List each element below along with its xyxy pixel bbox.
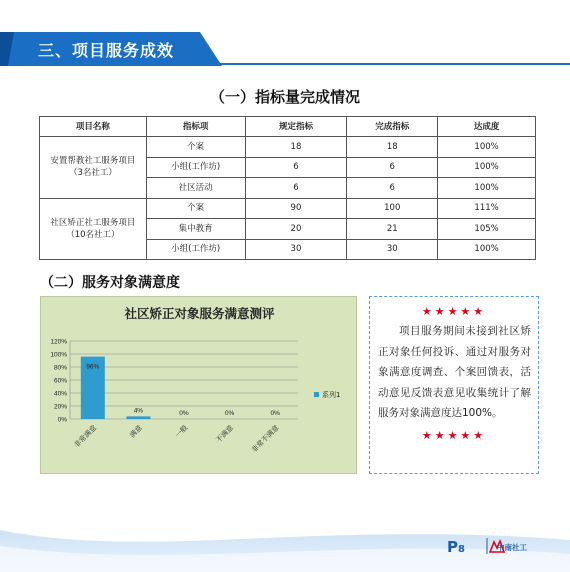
- target-cell: 20: [245, 219, 347, 240]
- section-banner: [0, 32, 222, 66]
- rate-cell: 100%: [438, 239, 536, 260]
- target-cell: 90: [245, 198, 347, 219]
- bar: [126, 416, 150, 419]
- completed-cell: 6: [347, 178, 438, 199]
- page-digit: 8: [458, 544, 465, 555]
- x-tick-label: 一般: [173, 423, 190, 440]
- stars-top-icon: ★★★★★: [421, 305, 487, 318]
- y-tick-label: 0%: [57, 416, 67, 424]
- y-tick-label: 20%: [53, 403, 67, 411]
- page-prefix: P: [447, 538, 458, 556]
- satisfaction-chart: [40, 296, 357, 474]
- item-cell: 社区活动: [146, 178, 245, 199]
- x-tick-label: 非常不满意: [250, 423, 281, 455]
- part1-title: （一）指标量完成情况: [209, 88, 360, 106]
- header-completed: 完成指标: [347, 117, 438, 137]
- data-label: 96%: [86, 363, 100, 371]
- x-tick-label: 非常满意: [72, 423, 99, 450]
- y-tick-label: 100%: [50, 351, 67, 359]
- project-name-cell: 社区矫正社工服务项目（10名社工）: [40, 198, 147, 260]
- chart-canvas: [41, 297, 358, 475]
- table-header-row: [40, 117, 536, 137]
- satisfaction-note: [369, 296, 539, 474]
- header-target: 规定指标: [245, 117, 347, 137]
- target-cell: 18: [245, 137, 347, 158]
- y-tick-label: 80%: [53, 364, 67, 372]
- x-tick-label: 满意: [128, 423, 144, 440]
- x-tick-label: 不满意: [214, 423, 236, 445]
- part2-title: （二）服务对象满意度: [40, 275, 180, 291]
- org-name: 中南社工: [497, 543, 527, 552]
- indicator-table: [39, 116, 536, 260]
- page-number: [447, 538, 465, 556]
- item-cell: 集中教育: [146, 219, 245, 240]
- section-divider: [205, 63, 570, 65]
- note-text: 项目服务期间未接到社区矫正对象任何投诉、通过对服务对象满意度调查、个案回馈表，活动意见反馈表意见收集统计了解服务对象满意度达100%。: [378, 325, 531, 419]
- data-label: 0%: [224, 410, 235, 417]
- table-row: [40, 198, 536, 219]
- completed-cell: 6: [347, 157, 438, 178]
- rate-cell: 105%: [438, 219, 536, 240]
- table-row: [40, 137, 536, 158]
- item-cell: 小组(工作坊): [146, 239, 245, 260]
- rate-cell: 111%: [438, 198, 536, 219]
- item-cell: 小组(工作坊): [146, 157, 245, 178]
- completed-cell: 30: [347, 239, 438, 260]
- item-cell: 个案: [146, 198, 245, 219]
- header-rate: 达成度: [438, 117, 536, 137]
- rate-cell: 100%: [438, 178, 536, 199]
- target-cell: 6: [245, 178, 347, 199]
- legend-swatch: [314, 392, 319, 397]
- stars-bottom-icon: ★★★★★: [421, 428, 487, 442]
- y-tick-label: 60%: [53, 377, 67, 385]
- y-tick-label: 40%: [53, 390, 67, 398]
- legend-label: 系列1: [322, 391, 341, 399]
- project-name-cell: 安置帮教社工服务项目（3名社工）: [40, 137, 147, 199]
- header-project: 项目名称: [40, 117, 147, 137]
- data-label: 0%: [179, 410, 189, 417]
- target-cell: 6: [245, 157, 347, 178]
- completed-cell: 100: [347, 198, 438, 219]
- y-tick-label: 120%: [50, 338, 67, 346]
- data-label: 4%: [133, 407, 144, 415]
- header-item: 指标项: [146, 117, 245, 137]
- completed-cell: 21: [347, 219, 438, 240]
- target-cell: 30: [245, 239, 347, 260]
- section-title: 三、项目服务成效: [38, 41, 175, 60]
- rate-cell: 100%: [438, 157, 536, 178]
- chart-title: 社区矫正对象服务满意测评: [124, 306, 275, 321]
- completed-cell: 18: [347, 137, 438, 158]
- rate-cell: 100%: [438, 137, 536, 158]
- item-cell: 个案: [146, 137, 245, 158]
- data-label: 0%: [270, 410, 280, 417]
